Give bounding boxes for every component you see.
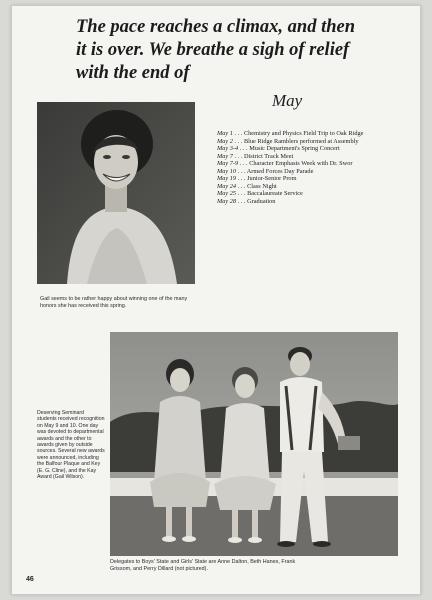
awards-paragraph: Deserving Seminard students received recognition on May 9 and 10. One day was devoted to departmental awards and the other to awards given by outside sources. Several new awards were announced, including the Balfour Plaque and Key (E. G. Cline), and the Kay Award (Gail Wilson).	[37, 410, 105, 481]
portrait-photo-image	[37, 102, 195, 284]
event-item: May 2 . . . Blue Ridge Ramblers performed at Assembly	[217, 137, 359, 145]
page-number: 46	[26, 576, 34, 583]
event-item: May 25 . . . Baccalaureate Service	[217, 190, 303, 197]
month-heading: May	[272, 91, 303, 110]
event-list	[217, 130, 417, 205]
headline-line-1: The pace reaches a climax, and then	[76, 17, 356, 37]
event-item: May 10 . . . Armed Forces Day Parade	[217, 167, 314, 175]
group-photo-caption: Delegates to Boys' State and Girls' State are Anne Dalton, Beth Hanes, Frank Grissom, and Perry Dillard (not pictured).	[110, 559, 296, 572]
event-item: May 3-4 . . . Music Department's Spring Concert	[217, 145, 340, 152]
event-item: May 1 . . . Chemistry and Physics Field Trip to Oak Ridge	[217, 130, 364, 137]
event-item: May 24 . . . Class Night	[217, 182, 277, 190]
headline	[76, 16, 416, 85]
portrait-photo	[37, 102, 195, 284]
event-item: May 7 . . . District Track Meet	[217, 152, 294, 160]
group-photo-image	[110, 332, 398, 556]
event-item: May 19 . . . Junior-Senior Prom	[217, 175, 297, 182]
portrait-caption: Gail seems to be rather happy about winning one of the many honors she has received this spring.	[40, 296, 188, 309]
headline-line-2: it is over. We breathe a sigh of relief	[76, 40, 350, 60]
yearbook-page	[12, 6, 420, 594]
group-photo	[110, 332, 398, 556]
event-item: May 7-9 . . . Character Emphasis Week with Dr. Swor	[217, 160, 353, 167]
headline-line-3: with the end of	[76, 63, 190, 83]
event-item: May 28 . . . Graduation	[217, 197, 276, 205]
